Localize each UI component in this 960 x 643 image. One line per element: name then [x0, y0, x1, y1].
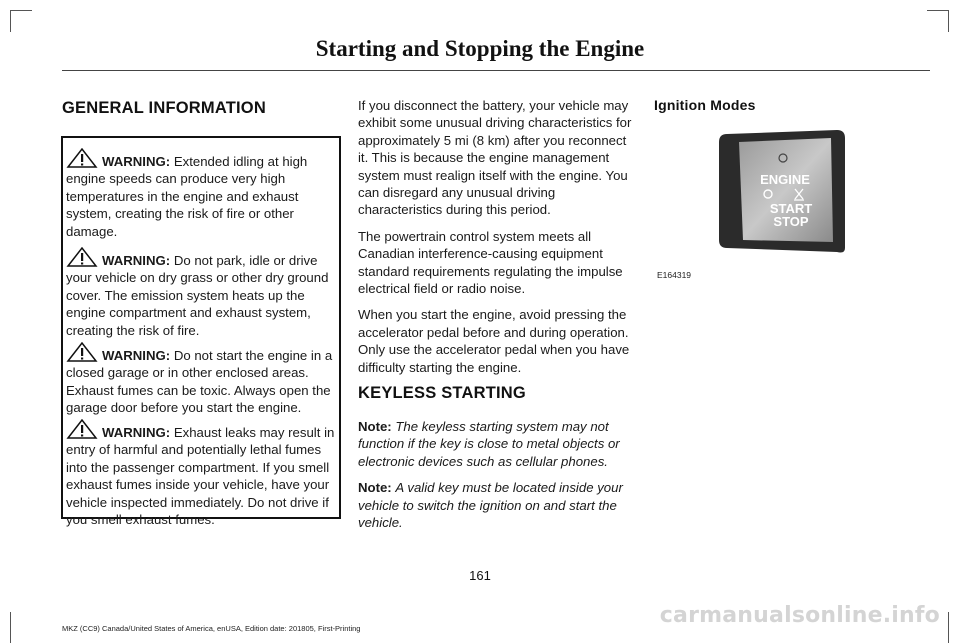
warning-text: Do not start the engine in a closed garage or in other enclosed areas. Exhaust fumes can be toxic. Always open the garage door before you start the engine. [66, 348, 333, 416]
note-2 [358, 479, 632, 531]
crop-mark [10, 10, 11, 32]
note-text: A valid key must be located inside your vehicle to switch the ignition on and start the vehicle. [358, 480, 623, 531]
warning-4 [66, 419, 339, 528]
crop-mark [948, 10, 949, 32]
footer-edition-info: MKZ (CC9) Canada/United States of America, enUSA, Edition date: 201805, First-Printing [62, 624, 361, 633]
paragraph-accelerator: When you start the engine, avoid pressing the accelerator pedal before and during operation. Only use the accelerator pedal when you have difficulty starting the engine. [358, 307, 630, 375]
general-information-heading: GENERAL INFORMATION [62, 99, 266, 117]
engine-start-stop-button-image [655, 128, 855, 258]
warning-text: Do not park, idle or drive your vehicle on dry grass or other dry ground cover. The emission system heats up the engine compartment and exhaust system, creating the risk of fire. [66, 253, 329, 338]
warning-2 [66, 247, 339, 339]
warnings-box [61, 136, 341, 528]
button-label-stop: STOP [773, 214, 809, 229]
warning-label: WARNING: [102, 154, 171, 169]
header-divider [62, 70, 930, 71]
note-text: The keyless starting system may not function if the key is close to metal objects or electronic devices such as cellular phones. [358, 419, 620, 469]
middle-column [358, 97, 632, 385]
note-label: Note: [358, 480, 392, 496]
button-label-start: START [769, 201, 813, 216]
crop-mark [10, 10, 32, 11]
button-label-engine: ENGINE [760, 172, 810, 187]
warning-triangle-icon [66, 419, 100, 439]
notes [358, 418, 632, 540]
watermark: carmanualsonline.info [659, 603, 940, 628]
warning-text: Exhaust leaks may result in entry of harmful and potentially lethal fumes into the passenger compartment. If you smell exhaust fumes inside your vehicle, have your vehicle inspected immediately. Do not drive if you smell exhaust fumes. [66, 425, 335, 528]
warning-label: WARNING: [102, 253, 171, 268]
warning-triangle-icon [66, 342, 100, 362]
crop-mark [948, 612, 949, 643]
start-stop-button-illustration [655, 128, 855, 258]
warning-text: Extended idling at high engine speeds can produce very high temperatures in the engine and exhaust system, creating the risk of fire or other damage. [66, 154, 308, 239]
crop-mark [927, 10, 949, 11]
warning-3 [66, 342, 339, 417]
note-label: Note: [358, 419, 392, 434]
ignition-modes-heading: Ignition Modes [654, 97, 756, 113]
warning-label: WARNING: [102, 348, 171, 363]
paragraph-powertrain: The powertrain control system meets all Canadian interference-causing equipment standard requirements regulating the impulse electrical field or radio noise. [358, 228, 623, 297]
warning-triangle-icon [66, 247, 100, 267]
paragraph-battery: If you disconnect the battery, your vehicle may exhibit some unusual driving characteristics for approximately 5 mi (8 km) after you reconnect it. This is because the engine management system must realign itself with the engine. You can disregard any unusual driving characteristics during this period. [358, 98, 632, 218]
warning-1 [66, 148, 339, 240]
image-code: E164319 [657, 270, 692, 280]
page-title: Starting and Stopping the Engine [315, 36, 645, 61]
warning-label: WARNING: [102, 425, 171, 440]
keyless-starting-heading: KEYLESS STARTING [358, 384, 526, 402]
page-number: 161 [469, 568, 491, 583]
crop-mark [10, 612, 11, 643]
note-1 [358, 418, 632, 470]
warning-triangle-icon [66, 148, 100, 168]
